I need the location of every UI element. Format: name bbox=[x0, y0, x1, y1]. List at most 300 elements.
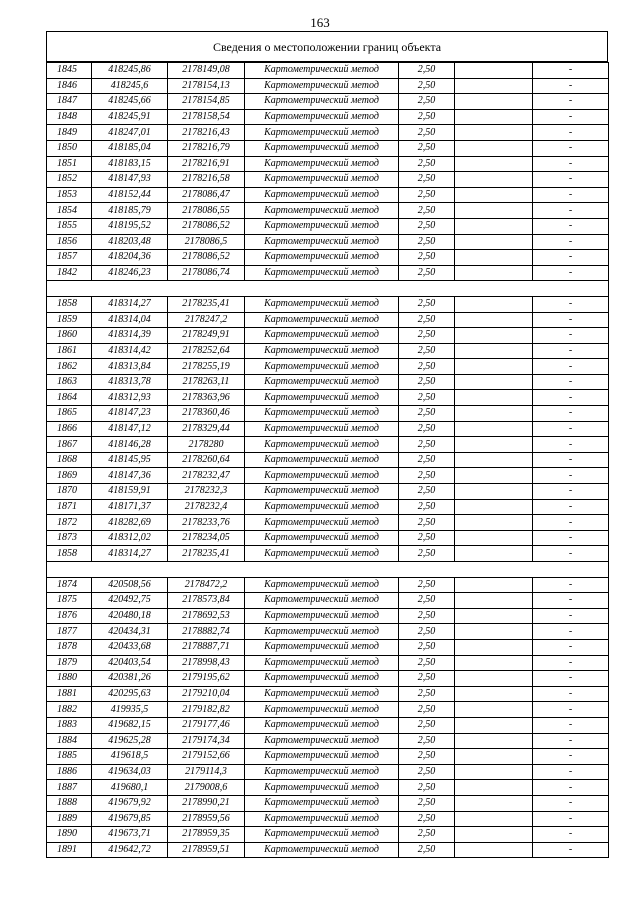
y-coordinate-cell: 2178216,91 bbox=[168, 156, 245, 172]
point-number-cell: 1869 bbox=[47, 468, 92, 484]
method-cell: Картометрический метод bbox=[245, 795, 399, 811]
point-number-cell: 1861 bbox=[47, 343, 92, 359]
x-coordinate-cell: 418314,42 bbox=[92, 343, 168, 359]
table-row bbox=[47, 780, 609, 796]
method-cell: Картометрический метод bbox=[245, 374, 399, 390]
boundary-sheet bbox=[46, 31, 608, 858]
empty-cell bbox=[455, 842, 533, 858]
dash-cell: - bbox=[533, 203, 609, 219]
y-coordinate-cell: 2178887,71 bbox=[168, 639, 245, 655]
method-cell: Картометрический метод bbox=[245, 577, 399, 593]
x-coordinate-cell: 418185,04 bbox=[92, 140, 168, 156]
point-number-cell: 1842 bbox=[47, 265, 92, 281]
accuracy-cell: 2,50 bbox=[399, 671, 455, 687]
method-cell: Картометрический метод bbox=[245, 109, 399, 125]
table-row bbox=[47, 406, 609, 422]
accuracy-cell: 2,50 bbox=[399, 608, 455, 624]
table-row bbox=[47, 624, 609, 640]
dash-cell: - bbox=[533, 250, 609, 266]
x-coordinate-cell: 418313,84 bbox=[92, 359, 168, 375]
accuracy-cell: 2,50 bbox=[399, 780, 455, 796]
y-coordinate-cell: 2178086,47 bbox=[168, 187, 245, 203]
y-coordinate-cell: 2178255,19 bbox=[168, 359, 245, 375]
dash-cell: - bbox=[533, 624, 609, 640]
point-number-cell: 1871 bbox=[47, 499, 92, 515]
method-cell: Картометрический метод bbox=[245, 218, 399, 234]
y-coordinate-cell: 2178280 bbox=[168, 437, 245, 453]
method-cell: Картометрический метод bbox=[245, 328, 399, 344]
empty-cell bbox=[455, 203, 533, 219]
table-row bbox=[47, 733, 609, 749]
point-number-cell: 1850 bbox=[47, 140, 92, 156]
y-coordinate-cell: 2178235,41 bbox=[168, 296, 245, 312]
point-number-cell: 1860 bbox=[47, 328, 92, 344]
point-number-cell: 1855 bbox=[47, 218, 92, 234]
table-row bbox=[47, 109, 609, 125]
y-coordinate-cell: 2179008,6 bbox=[168, 780, 245, 796]
table-row bbox=[47, 125, 609, 141]
y-coordinate-cell: 2178573,84 bbox=[168, 593, 245, 609]
point-number-cell: 1891 bbox=[47, 842, 92, 858]
table-row bbox=[47, 671, 609, 687]
x-coordinate-cell: 420492,75 bbox=[92, 593, 168, 609]
table-row bbox=[47, 499, 609, 515]
empty-cell bbox=[455, 406, 533, 422]
x-coordinate-cell: 418145,95 bbox=[92, 452, 168, 468]
y-coordinate-cell: 2178154,13 bbox=[168, 78, 245, 94]
point-number-cell: 1868 bbox=[47, 452, 92, 468]
empty-cell bbox=[455, 639, 533, 655]
accuracy-cell: 2,50 bbox=[399, 639, 455, 655]
x-coordinate-cell: 418314,39 bbox=[92, 328, 168, 344]
dash-cell: - bbox=[533, 608, 609, 624]
dash-cell: - bbox=[533, 842, 609, 858]
y-coordinate-cell: 2178086,5 bbox=[168, 234, 245, 250]
table-row bbox=[47, 811, 609, 827]
point-number-cell: 1877 bbox=[47, 624, 92, 640]
dash-cell: - bbox=[533, 109, 609, 125]
x-coordinate-cell: 418204,36 bbox=[92, 250, 168, 266]
point-number-cell: 1858 bbox=[47, 296, 92, 312]
point-number-cell: 1866 bbox=[47, 421, 92, 437]
x-coordinate-cell: 418147,12 bbox=[92, 421, 168, 437]
y-coordinate-cell: 2178260,64 bbox=[168, 452, 245, 468]
accuracy-cell: 2,50 bbox=[399, 827, 455, 843]
point-number-cell: 1879 bbox=[47, 655, 92, 671]
table-row bbox=[47, 94, 609, 110]
accuracy-cell: 2,50 bbox=[399, 624, 455, 640]
dash-cell: - bbox=[533, 499, 609, 515]
method-cell: Картометрический метод bbox=[245, 733, 399, 749]
dash-cell: - bbox=[533, 156, 609, 172]
empty-cell bbox=[455, 546, 533, 562]
y-coordinate-cell: 2178149,08 bbox=[168, 63, 245, 79]
page-number: 163 bbox=[310, 15, 330, 30]
table-row bbox=[47, 764, 609, 780]
point-number-cell: 1849 bbox=[47, 125, 92, 141]
table-row bbox=[47, 702, 609, 718]
y-coordinate-cell: 2178154,85 bbox=[168, 94, 245, 110]
table-row bbox=[47, 63, 609, 79]
method-cell: Картометрический метод bbox=[245, 312, 399, 328]
y-coordinate-cell: 2178232,3 bbox=[168, 484, 245, 500]
y-coordinate-cell: 2178232,4 bbox=[168, 499, 245, 515]
method-cell: Картометрический метод bbox=[245, 156, 399, 172]
accuracy-cell: 2,50 bbox=[399, 125, 455, 141]
point-number-cell: 1873 bbox=[47, 530, 92, 546]
point-number-cell: 1889 bbox=[47, 811, 92, 827]
table-row bbox=[47, 593, 609, 609]
empty-cell bbox=[455, 827, 533, 843]
table-row bbox=[47, 452, 609, 468]
accuracy-cell: 2,50 bbox=[399, 156, 455, 172]
dash-cell: - bbox=[533, 437, 609, 453]
dash-cell: - bbox=[533, 749, 609, 765]
accuracy-cell: 2,50 bbox=[399, 328, 455, 344]
empty-cell bbox=[455, 499, 533, 515]
empty-cell bbox=[455, 359, 533, 375]
y-coordinate-cell: 2178990,21 bbox=[168, 795, 245, 811]
table-row bbox=[47, 437, 609, 453]
x-coordinate-cell: 419680,1 bbox=[92, 780, 168, 796]
dash-cell: - bbox=[533, 702, 609, 718]
dash-cell: - bbox=[533, 343, 609, 359]
table-row bbox=[47, 468, 609, 484]
method-cell: Картометрический метод bbox=[245, 686, 399, 702]
method-cell: Картометрический метод bbox=[245, 187, 399, 203]
dash-cell: - bbox=[533, 140, 609, 156]
empty-cell bbox=[455, 265, 533, 281]
dash-cell: - bbox=[533, 265, 609, 281]
table-row bbox=[47, 234, 609, 250]
point-number-cell: 1882 bbox=[47, 702, 92, 718]
accuracy-cell: 2,50 bbox=[399, 530, 455, 546]
dash-cell: - bbox=[533, 125, 609, 141]
point-number-cell: 1867 bbox=[47, 437, 92, 453]
x-coordinate-cell: 418147,93 bbox=[92, 172, 168, 188]
x-coordinate-cell: 419634,03 bbox=[92, 764, 168, 780]
x-coordinate-cell: 418313,78 bbox=[92, 374, 168, 390]
x-coordinate-cell: 420434,31 bbox=[92, 624, 168, 640]
accuracy-cell: 2,50 bbox=[399, 172, 455, 188]
empty-cell bbox=[455, 702, 533, 718]
table-row bbox=[47, 250, 609, 266]
accuracy-cell: 2,50 bbox=[399, 749, 455, 765]
y-coordinate-cell: 2178363,96 bbox=[168, 390, 245, 406]
x-coordinate-cell: 418185,79 bbox=[92, 203, 168, 219]
dash-cell: - bbox=[533, 328, 609, 344]
empty-cell bbox=[455, 530, 533, 546]
accuracy-cell: 2,50 bbox=[399, 484, 455, 500]
y-coordinate-cell: 2178235,41 bbox=[168, 546, 245, 562]
x-coordinate-cell: 419935,5 bbox=[92, 702, 168, 718]
empty-cell bbox=[455, 437, 533, 453]
y-coordinate-cell: 2178086,52 bbox=[168, 218, 245, 234]
method-cell: Картометрический метод bbox=[245, 296, 399, 312]
empty-cell bbox=[455, 749, 533, 765]
empty-cell bbox=[455, 468, 533, 484]
method-cell: Картометрический метод bbox=[245, 125, 399, 141]
table-row bbox=[47, 686, 609, 702]
accuracy-cell: 2,50 bbox=[399, 234, 455, 250]
method-cell: Картометрический метод bbox=[245, 608, 399, 624]
y-coordinate-cell: 2179114,3 bbox=[168, 764, 245, 780]
x-coordinate-cell: 418247,01 bbox=[92, 125, 168, 141]
dash-cell: - bbox=[533, 795, 609, 811]
point-number-cell: 1864 bbox=[47, 390, 92, 406]
point-number-cell: 1876 bbox=[47, 608, 92, 624]
x-coordinate-cell: 418312,02 bbox=[92, 530, 168, 546]
empty-cell bbox=[455, 608, 533, 624]
table-row bbox=[47, 749, 609, 765]
method-cell: Картометрический метод bbox=[245, 172, 399, 188]
point-number-cell: 1874 bbox=[47, 577, 92, 593]
dash-cell: - bbox=[533, 577, 609, 593]
point-number-cell: 1885 bbox=[47, 749, 92, 765]
table-row bbox=[47, 546, 609, 562]
empty-cell bbox=[455, 109, 533, 125]
y-coordinate-cell: 2178959,56 bbox=[168, 811, 245, 827]
x-coordinate-cell: 418282,69 bbox=[92, 515, 168, 531]
accuracy-cell: 2,50 bbox=[399, 312, 455, 328]
empty-cell bbox=[455, 63, 533, 79]
y-coordinate-cell: 2178959,51 bbox=[168, 842, 245, 858]
accuracy-cell: 2,50 bbox=[399, 421, 455, 437]
x-coordinate-cell: 419679,92 bbox=[92, 795, 168, 811]
dash-cell: - bbox=[533, 639, 609, 655]
accuracy-cell: 2,50 bbox=[399, 374, 455, 390]
point-number-cell: 1859 bbox=[47, 312, 92, 328]
separator-cell bbox=[47, 562, 609, 578]
method-cell: Картометрический метод bbox=[245, 63, 399, 79]
table-row bbox=[47, 530, 609, 546]
table-row bbox=[47, 203, 609, 219]
x-coordinate-cell: 418171,37 bbox=[92, 499, 168, 515]
point-number-cell: 1862 bbox=[47, 359, 92, 375]
point-number-cell: 1890 bbox=[47, 827, 92, 843]
accuracy-cell: 2,50 bbox=[399, 577, 455, 593]
dash-cell: - bbox=[533, 827, 609, 843]
x-coordinate-cell: 418195,52 bbox=[92, 218, 168, 234]
y-coordinate-cell: 2178263,11 bbox=[168, 374, 245, 390]
dash-cell: - bbox=[533, 593, 609, 609]
empty-cell bbox=[455, 671, 533, 687]
method-cell: Картометрический метод bbox=[245, 484, 399, 500]
y-coordinate-cell: 2178959,35 bbox=[168, 827, 245, 843]
accuracy-cell: 2,50 bbox=[399, 250, 455, 266]
accuracy-cell: 2,50 bbox=[399, 702, 455, 718]
y-coordinate-cell: 2178233,76 bbox=[168, 515, 245, 531]
y-coordinate-cell: 2178472,2 bbox=[168, 577, 245, 593]
method-cell: Картометрический метод bbox=[245, 421, 399, 437]
method-cell: Картометрический метод bbox=[245, 702, 399, 718]
empty-cell bbox=[455, 156, 533, 172]
x-coordinate-cell: 420508,56 bbox=[92, 577, 168, 593]
dash-cell: - bbox=[533, 234, 609, 250]
point-number-cell: 1853 bbox=[47, 187, 92, 203]
y-coordinate-cell: 2178360,46 bbox=[168, 406, 245, 422]
empty-cell bbox=[455, 78, 533, 94]
x-coordinate-cell: 418245,86 bbox=[92, 63, 168, 79]
method-cell: Картометрический метод bbox=[245, 764, 399, 780]
point-number-cell: 1863 bbox=[47, 374, 92, 390]
table-row bbox=[47, 374, 609, 390]
table-row bbox=[47, 390, 609, 406]
method-cell: Картометрический метод bbox=[245, 515, 399, 531]
method-cell: Картометрический метод bbox=[245, 749, 399, 765]
accuracy-cell: 2,50 bbox=[399, 265, 455, 281]
table-row bbox=[47, 312, 609, 328]
method-cell: Картометрический метод bbox=[245, 639, 399, 655]
table-row bbox=[47, 187, 609, 203]
dash-cell: - bbox=[533, 78, 609, 94]
table-row bbox=[47, 172, 609, 188]
empty-cell bbox=[455, 577, 533, 593]
table-row bbox=[47, 842, 609, 858]
x-coordinate-cell: 420403,54 bbox=[92, 655, 168, 671]
dash-cell: - bbox=[533, 359, 609, 375]
empty-cell bbox=[455, 795, 533, 811]
method-cell: Картометрический метод bbox=[245, 624, 399, 640]
method-cell: Картометрический метод bbox=[245, 780, 399, 796]
point-number-cell: 1845 bbox=[47, 63, 92, 79]
x-coordinate-cell: 420295,63 bbox=[92, 686, 168, 702]
accuracy-cell: 2,50 bbox=[399, 359, 455, 375]
method-cell: Картометрический метод bbox=[245, 546, 399, 562]
empty-cell bbox=[455, 312, 533, 328]
method-cell: Картометрический метод bbox=[245, 203, 399, 219]
dash-cell: - bbox=[533, 468, 609, 484]
x-coordinate-cell: 419625,28 bbox=[92, 733, 168, 749]
method-cell: Картометрический метод bbox=[245, 234, 399, 250]
method-cell: Картометрический метод bbox=[245, 406, 399, 422]
x-coordinate-cell: 418183,15 bbox=[92, 156, 168, 172]
dash-cell: - bbox=[533, 218, 609, 234]
accuracy-cell: 2,50 bbox=[399, 390, 455, 406]
accuracy-cell: 2,50 bbox=[399, 499, 455, 515]
x-coordinate-cell: 420480,18 bbox=[92, 608, 168, 624]
x-coordinate-cell: 419642,72 bbox=[92, 842, 168, 858]
point-number-cell: 1865 bbox=[47, 406, 92, 422]
separator-cell bbox=[47, 281, 609, 297]
table-row bbox=[47, 717, 609, 733]
accuracy-cell: 2,50 bbox=[399, 452, 455, 468]
dash-cell: - bbox=[533, 717, 609, 733]
dash-cell: - bbox=[533, 686, 609, 702]
method-cell: Картометрический метод bbox=[245, 359, 399, 375]
empty-cell bbox=[455, 140, 533, 156]
empty-cell bbox=[455, 421, 533, 437]
dash-cell: - bbox=[533, 811, 609, 827]
table-title: Сведения о местоположении границ объекта bbox=[46, 31, 608, 62]
method-cell: Картометрический метод bbox=[245, 452, 399, 468]
coordinates-table-body bbox=[47, 63, 609, 858]
x-coordinate-cell: 420381,26 bbox=[92, 671, 168, 687]
x-coordinate-cell: 418152,44 bbox=[92, 187, 168, 203]
empty-cell bbox=[455, 94, 533, 110]
x-coordinate-cell: 418159,91 bbox=[92, 484, 168, 500]
x-coordinate-cell: 418314,27 bbox=[92, 296, 168, 312]
group-separator-row bbox=[47, 562, 609, 578]
x-coordinate-cell: 418245,6 bbox=[92, 78, 168, 94]
method-cell: Картометрический метод bbox=[245, 94, 399, 110]
dash-cell: - bbox=[533, 764, 609, 780]
table-row bbox=[47, 78, 609, 94]
x-coordinate-cell: 419682,15 bbox=[92, 717, 168, 733]
method-cell: Картометрический метод bbox=[245, 842, 399, 858]
empty-cell bbox=[455, 218, 533, 234]
x-coordinate-cell: 418147,36 bbox=[92, 468, 168, 484]
dash-cell: - bbox=[533, 515, 609, 531]
method-cell: Картометрический метод bbox=[245, 437, 399, 453]
method-cell: Картометрический метод bbox=[245, 250, 399, 266]
point-number-cell: 1880 bbox=[47, 671, 92, 687]
table-row bbox=[47, 639, 609, 655]
x-coordinate-cell: 418245,66 bbox=[92, 94, 168, 110]
method-cell: Картометрический метод bbox=[245, 343, 399, 359]
table-row bbox=[47, 140, 609, 156]
empty-cell bbox=[455, 811, 533, 827]
accuracy-cell: 2,50 bbox=[399, 187, 455, 203]
dash-cell: - bbox=[533, 374, 609, 390]
method-cell: Картометрический метод bbox=[245, 390, 399, 406]
empty-cell bbox=[455, 515, 533, 531]
method-cell: Картометрический метод bbox=[245, 717, 399, 733]
empty-cell bbox=[455, 374, 533, 390]
x-coordinate-cell: 418146,28 bbox=[92, 437, 168, 453]
point-number-cell: 1847 bbox=[47, 94, 92, 110]
y-coordinate-cell: 2178249,91 bbox=[168, 328, 245, 344]
empty-cell bbox=[455, 733, 533, 749]
table-row bbox=[47, 484, 609, 500]
y-coordinate-cell: 2179174,34 bbox=[168, 733, 245, 749]
point-number-cell: 1857 bbox=[47, 250, 92, 266]
x-coordinate-cell: 419673,71 bbox=[92, 827, 168, 843]
y-coordinate-cell: 2179177,46 bbox=[168, 717, 245, 733]
x-coordinate-cell: 418312,93 bbox=[92, 390, 168, 406]
x-coordinate-cell: 419679,85 bbox=[92, 811, 168, 827]
y-coordinate-cell: 2178692,53 bbox=[168, 608, 245, 624]
y-coordinate-cell: 2179152,66 bbox=[168, 749, 245, 765]
empty-cell bbox=[455, 686, 533, 702]
accuracy-cell: 2,50 bbox=[399, 733, 455, 749]
table-row bbox=[47, 296, 609, 312]
y-coordinate-cell: 2178216,43 bbox=[168, 125, 245, 141]
dash-cell: - bbox=[533, 63, 609, 79]
empty-cell bbox=[455, 296, 533, 312]
x-coordinate-cell: 418246,23 bbox=[92, 265, 168, 281]
accuracy-cell: 2,50 bbox=[399, 203, 455, 219]
empty-cell bbox=[455, 484, 533, 500]
accuracy-cell: 2,50 bbox=[399, 140, 455, 156]
accuracy-cell: 2,50 bbox=[399, 811, 455, 827]
table-row bbox=[47, 795, 609, 811]
method-cell: Картометрический метод bbox=[245, 499, 399, 515]
dash-cell: - bbox=[533, 187, 609, 203]
accuracy-cell: 2,50 bbox=[399, 94, 455, 110]
point-number-cell: 1888 bbox=[47, 795, 92, 811]
x-coordinate-cell: 419618,5 bbox=[92, 749, 168, 765]
y-coordinate-cell: 2178234,05 bbox=[168, 530, 245, 546]
y-coordinate-cell: 2179195,62 bbox=[168, 671, 245, 687]
empty-cell bbox=[455, 452, 533, 468]
empty-cell bbox=[455, 717, 533, 733]
method-cell: Картометрический метод bbox=[245, 265, 399, 281]
x-coordinate-cell: 418245,91 bbox=[92, 109, 168, 125]
table-row bbox=[47, 265, 609, 281]
point-number-cell: 1858 bbox=[47, 546, 92, 562]
method-cell: Картометрический метод bbox=[245, 811, 399, 827]
